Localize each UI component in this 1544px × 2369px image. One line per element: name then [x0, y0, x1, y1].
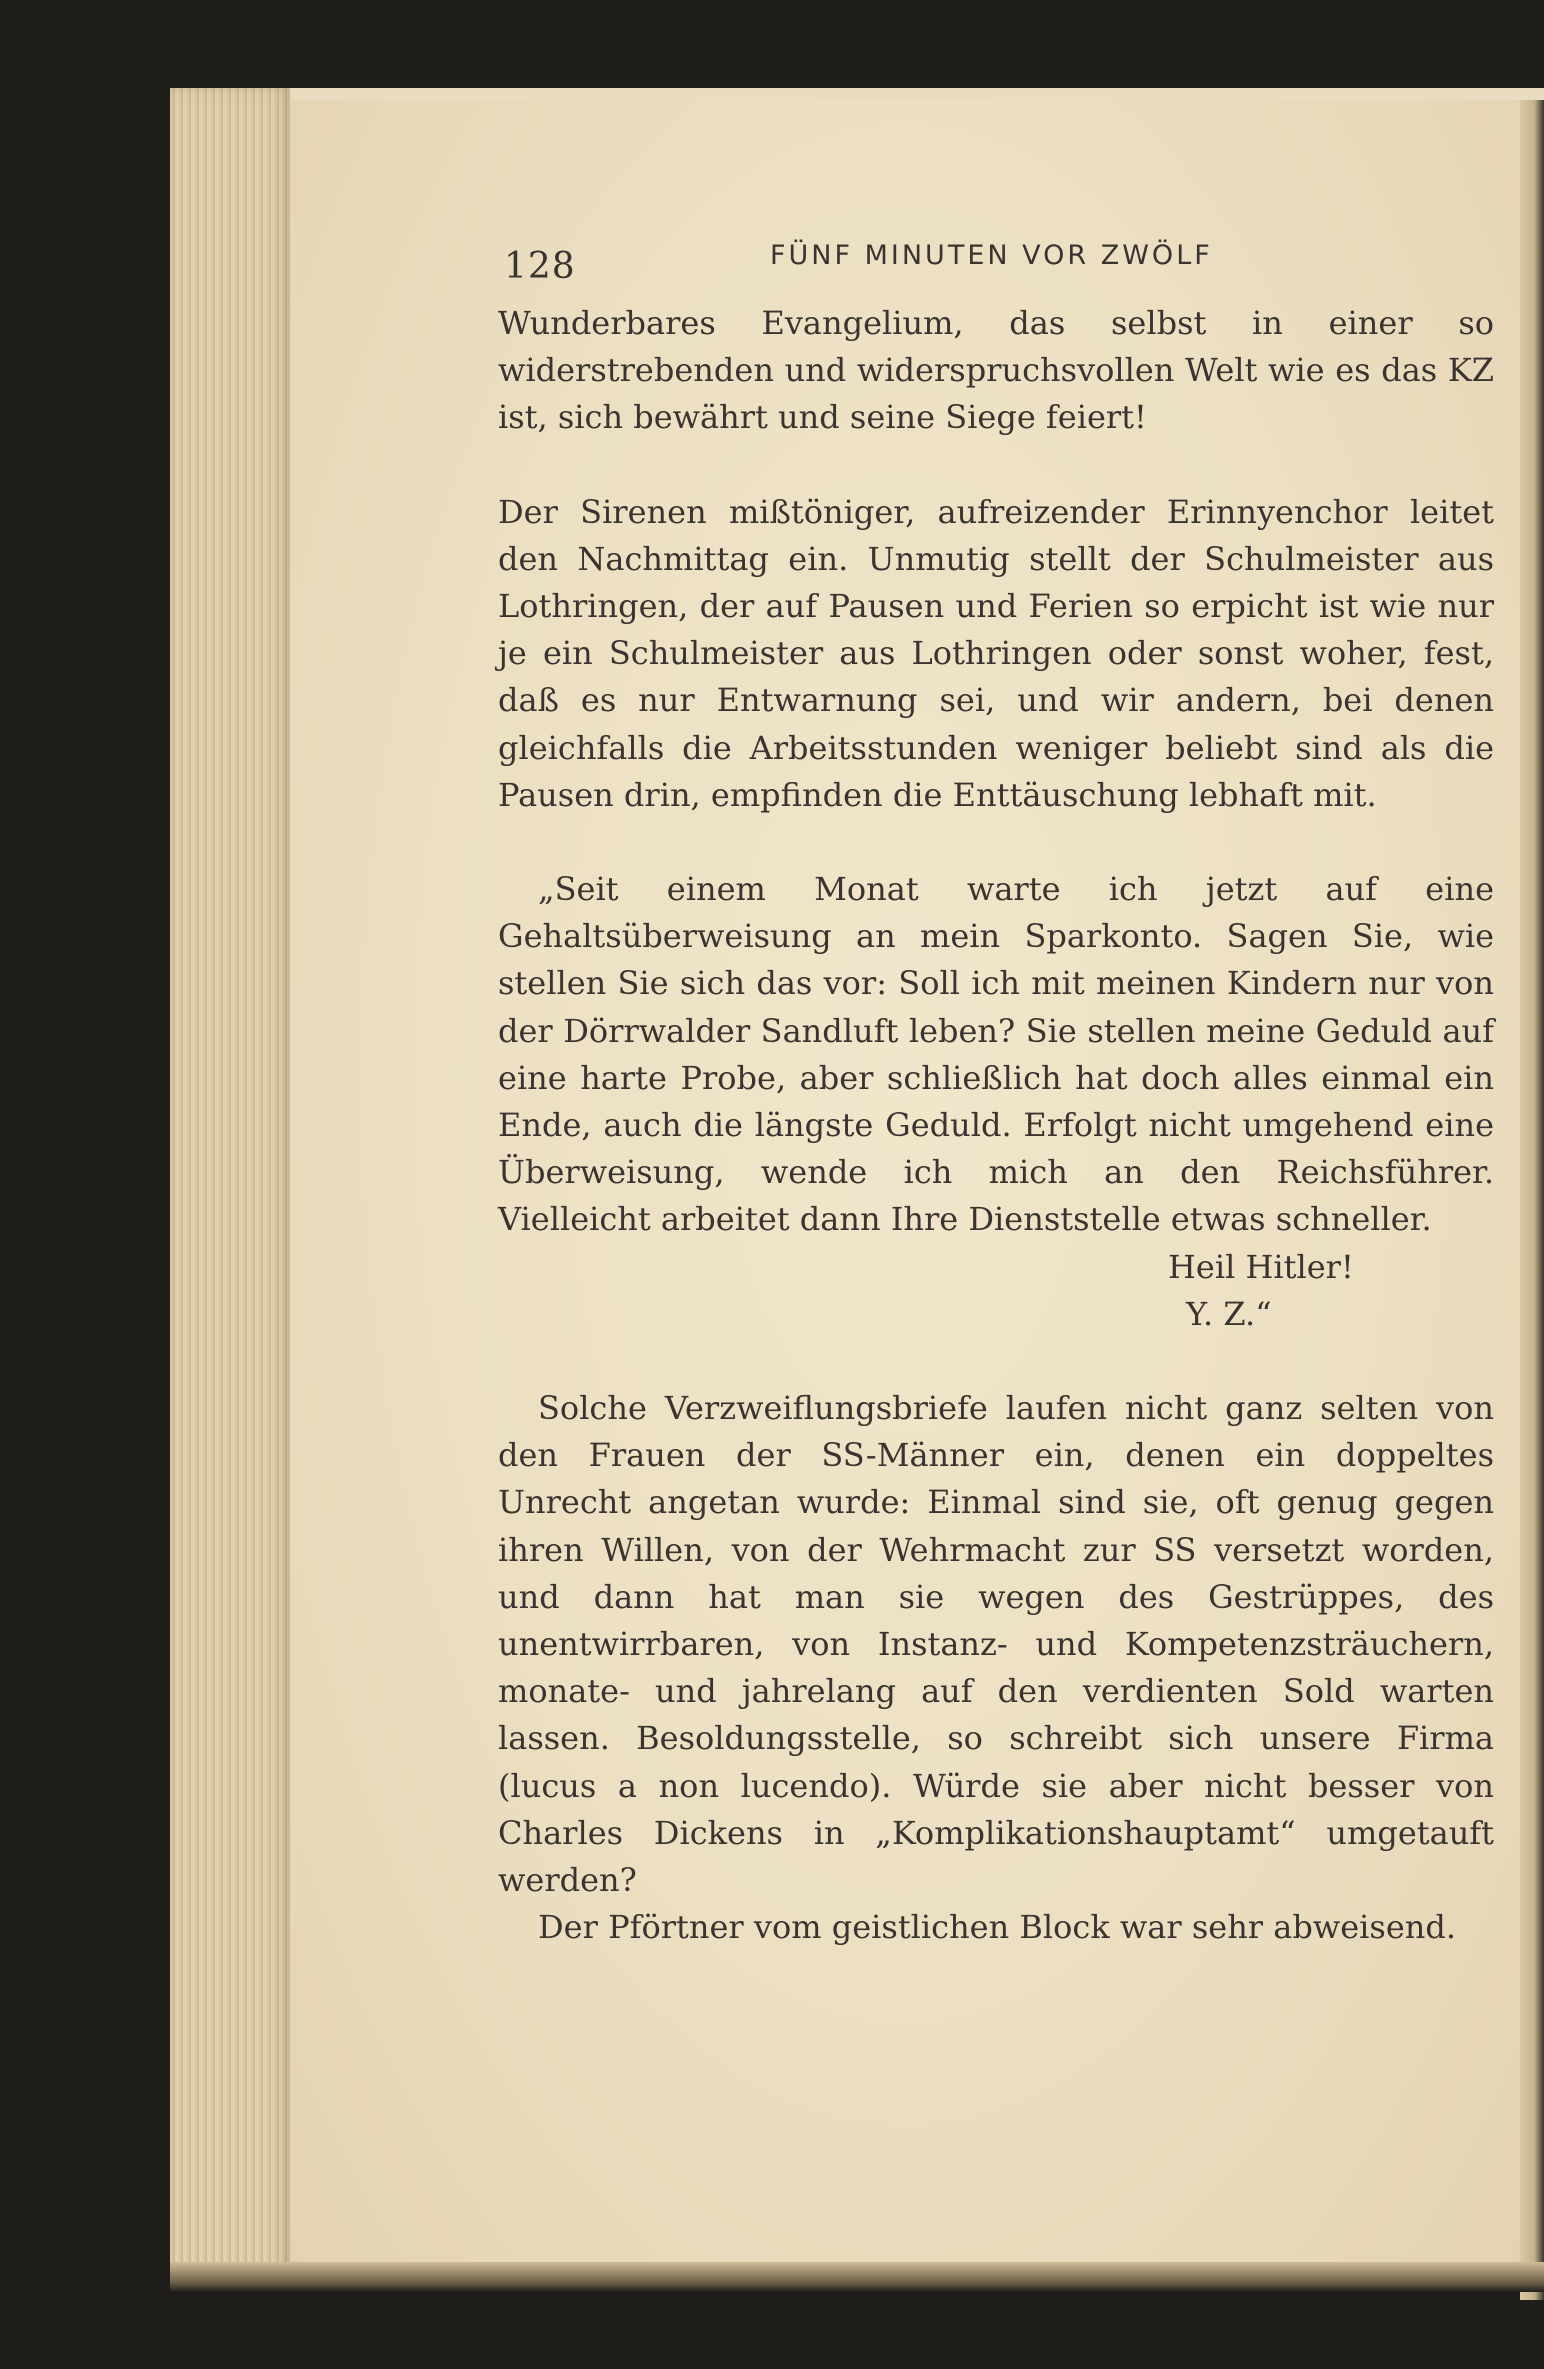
page-text	[498, 236, 1494, 1952]
page-right-edge	[1520, 100, 1544, 2300]
letter-initials: Y. Z.“	[1186, 1294, 1272, 1333]
paragraph-1: Wunderbares Evangelium, das selbst in einer so widerstrebenden und widerspruchsvollen Welt wie es das KZ ist, sich bewährt und seine Siege feiert!	[498, 304, 1494, 437]
running-head: FÜNF MINUTEN VOR ZWÖLF	[770, 240, 1213, 271]
paragraph-letter: „Seit einem Monat warte ich jetzt auf eine Gehaltsüberweisung an mein Sparkonto. Sagen Sie, wie stellen Sie sich das vor: Soll ich mit meinen Kindern nur von der Dörrwalder Sandluft leben? Sie stellen meine Geduld auf eine harte Probe, aber schließlich hat doch alles einmal ein Ende, auch die längste Geduld. Erfolgt nicht umgehend eine Überweisung, wende ich mich an den Reichsführer. Vielleicht arbeitet dann Ihre Dienststelle etwas schneller.	[498, 870, 1494, 1239]
page-bottom-edge	[170, 2262, 1544, 2292]
page-edges	[170, 88, 290, 2278]
letter-salutation: Heil Hitler!	[1168, 1247, 1354, 1286]
paragraph-2: Der Sirenen mißtöniger, aufreizender Erinnyenchor leitet den Nachmittag ein. Unmutig stellt der Schulmeister aus Lothringen, der auf Pausen und Ferien so erpicht ist wie nur je ein Schulmeister aus Lothringen oder sonst woher, fest, daß es nur Entwarnung sei, und wir andern, bei denen gleichfalls die Arbeitsstunden weniger beliebt sind als die Pausen drin, empfinden die Enttäuschung lebhaft mit.	[498, 492, 1494, 814]
paragraph-5: Der Pförtner vom geistlichen Block war sehr abweisend.	[538, 1908, 1457, 1947]
page-number: 128	[504, 246, 576, 287]
page-header	[498, 236, 1494, 292]
paragraph-4: Solche Verzweiflungsbriefe laufen nicht ganz selten von den Frauen der SS-Männer ein, denen ein doppeltes Unrecht angetan wurde: Einmal sind sie, oft genug gegen ihren Willen, von der Wehrmacht zur SS versetzt worden, und dann hat man sie wegen des Gestrüppes, des unentwirrbaren, von Instanz- und Kompetenzsträuchern, monate- und jahrelang auf den verdienten Sold warten lassen. Besoldungsstelle, so schreibt sich unsere Firma (lucus a non lucendo). Würde sie aber nicht besser von Charles Dickens in „Komplikationshauptamt“ umgetauft werden?	[498, 1389, 1494, 1900]
